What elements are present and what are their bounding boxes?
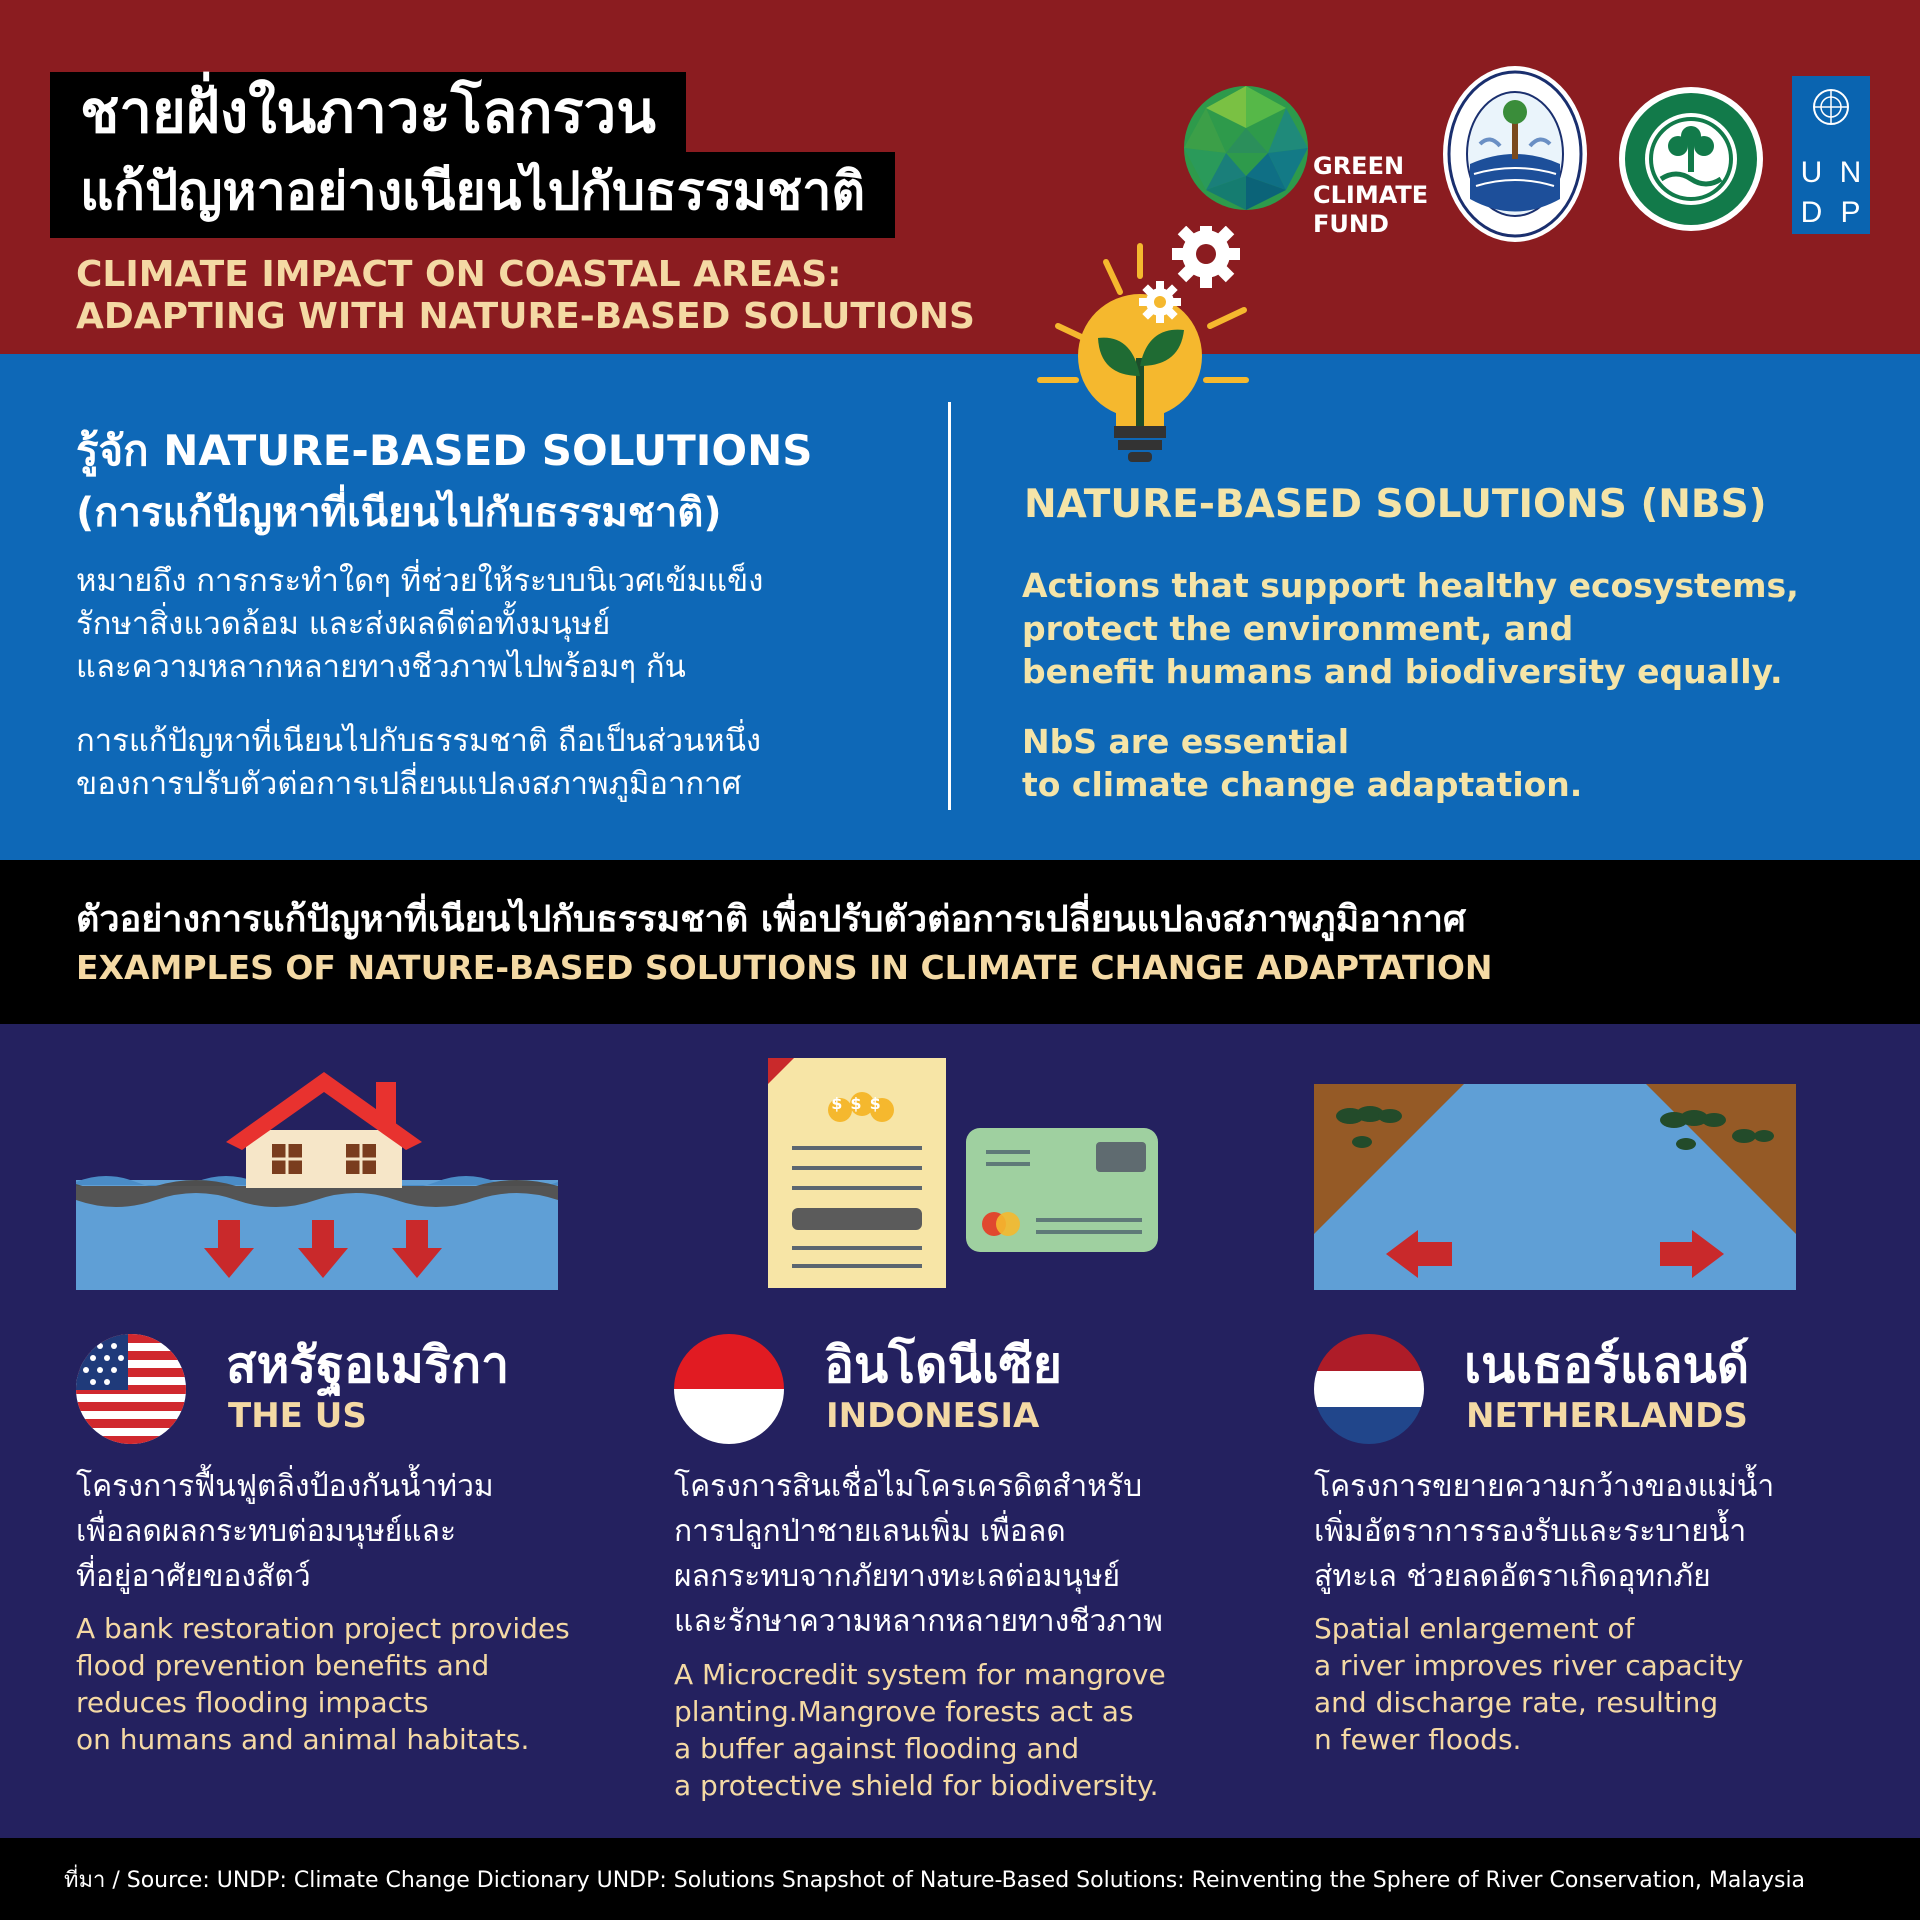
lightbulb-sprout-icon xyxy=(1020,226,1260,466)
country-us-en: THE US xyxy=(228,1396,367,1436)
coins-dollar-signs: $$$ xyxy=(831,1094,889,1113)
country-us-th: สหรัฐอเมริกา xyxy=(226,1336,510,1394)
green-climate-fund-globe-icon xyxy=(1176,78,1316,218)
us-description-th: โครงการฟื้นฟูตลิ่งป้องกันน้ำท่วม เพื่อลดผลกระทบต่อมนุษย์และ ที่อยู่อาศัยของสัตว์ xyxy=(76,1469,494,1594)
nbs-heading: NATURE-BASED SOLUTIONS (NBS) xyxy=(1024,482,1767,527)
credit-card-icon xyxy=(966,1128,1158,1252)
source-citation: ที่มา / Source: UNDP: Climate Change Dictionary UNDP: Solutions Snapshot of Nature-Based Solutions: Reinventing the Sphere of River Conservation, Malaysia xyxy=(64,1868,1806,1893)
intro-heading-line-2: (การแก้ปัญหาที่เนียนไปกับธรรมชาติ) xyxy=(76,490,722,536)
country-indonesia-th: อินโดนีเซีย xyxy=(824,1336,1063,1394)
indonesia-flag-icon xyxy=(674,1334,784,1444)
indonesia-description-th: โครงการสินเชื่อไมโครเครดิตสำหรับ การปลูกป่าชายเลนเพิ่ม เพื่อลด ผลกระทบจากภัยทางทะเลต่อมนุษย์ และรักษาความหลากหลายทางชีวภาพ xyxy=(674,1469,1163,1639)
climate-change-environment-seal-icon xyxy=(1616,84,1766,234)
netherlands-description-en: Spatial enlargement of a river improves river capacity and discharge rate, resulting n fewer floods. xyxy=(1314,1612,1744,1756)
river-enlargement-illustration-icon xyxy=(1314,1084,1796,1290)
country-netherlands-en: NETHERLANDS xyxy=(1466,1396,1748,1436)
intro-heading-prefix: รู้จัก xyxy=(76,426,149,475)
undp-letter-p: P xyxy=(1840,196,1861,229)
examples-heading-th: ตัวอย่างการแก้ปัญหาที่เนียนไปกับธรรมชาติ เพื่อปรับตัวต่อการเปลี่ยนแปลงสภาพภูมิอากาศ xyxy=(76,899,1466,940)
flood-house-illustration-icon xyxy=(76,1050,558,1290)
netherlands-description-th: โครงการขยายความกว้างของแม่น้ำ เพิ่มอัตราการรองรับและระบายน้ำ สู่ทะเล ช่วยลดอัตราเกิดอุทกภัย xyxy=(1314,1469,1775,1594)
undp-letter-u: U xyxy=(1800,156,1823,189)
netherlands-flag-icon xyxy=(1314,1334,1424,1444)
document-card-illustration xyxy=(768,1058,946,1288)
indonesia-description-en: A Microcredit system for mangrove planting.Mangrove forests act as a buffer against flooding and a protective shield for biodiversity. xyxy=(674,1658,1166,1802)
subtitle-line-1: CLIMATE IMPACT ON COASTAL AREAS: xyxy=(76,254,842,295)
title-line-2: แก้ปัญหาอย่างเนียนไปกับธรรมชาติ xyxy=(50,152,895,238)
intro-heading-en: NATURE-BASED SOLUTIONS xyxy=(163,426,813,475)
undp-logo xyxy=(1792,76,1870,234)
intro-heading xyxy=(76,418,813,484)
nbs-definition: Actions that support healthy ecosystems, protect the environment, and benefit humans and biodiversity equally. xyxy=(1022,566,1799,691)
microcredit-document-icon xyxy=(768,1058,946,1288)
country-indonesia-en: INDONESIA xyxy=(826,1396,1040,1436)
undp-letter-d: D xyxy=(1800,196,1823,229)
country-netherlands-th: เนเธอร์แลนด์ xyxy=(1464,1336,1750,1394)
examples-heading-en: EXAMPLES OF NATURE-BASED SOLUTIONS IN CLIMATE CHANGE ADAPTATION xyxy=(76,948,1493,987)
subtitle-line-2: ADAPTING WITH NATURE-BASED SOLUTIONS xyxy=(76,296,975,337)
intro-meaning: หมายถึง การกระทำใดๆ ที่ช่วยให้ระบบนิเวศเข้มแข็ง รักษาสิ่งแวดล้อม และส่งผลดีต่อทั้งมนุษย์ และความหลากหลายทางชีวภาพไปพร้อมๆ กัน xyxy=(76,563,764,685)
nbs-essential: NbS are essential to climate change adaptation. xyxy=(1022,722,1583,804)
us-description-en: A bank restoration project provides flood prevention benefits and reduces flooding impacts on humans and animal habitats. xyxy=(76,1612,570,1756)
marine-coastal-resources-seal-icon xyxy=(1440,64,1590,244)
gcf-logo-text: GREEN CLIMATE FUND xyxy=(1313,152,1429,238)
un-emblem-icon xyxy=(1806,82,1856,132)
intro-divider xyxy=(948,402,951,810)
us-flag-icon xyxy=(76,1334,186,1444)
undp-letter-n: N xyxy=(1839,156,1862,189)
title-line-1: ชายฝั่งในภาวะโลกรวน xyxy=(50,72,686,156)
intro-part-of-adaptation: การแก้ปัญหาที่เนียนไปกับธรรมชาติ ถือเป็นส่วนหนึ่ง ของการปรับตัวต่อการเปลี่ยนแปลงสภาพภูมิอากาศ xyxy=(76,723,762,802)
